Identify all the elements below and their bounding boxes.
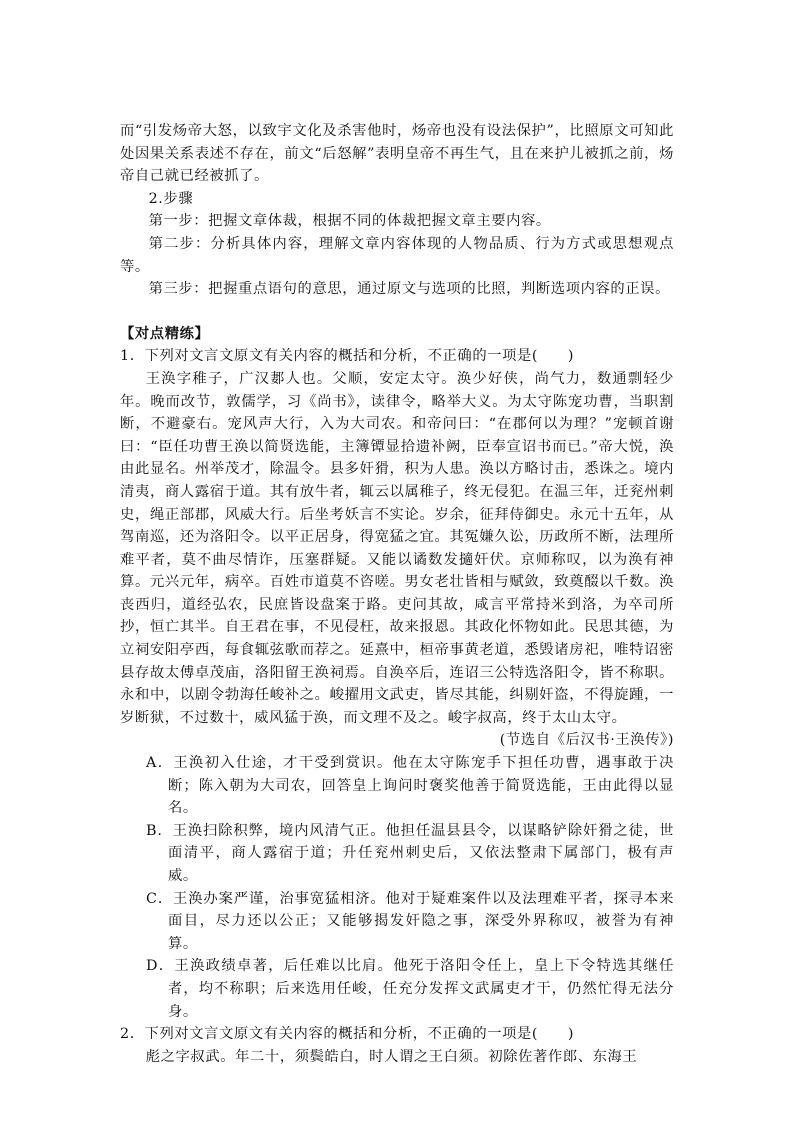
question-1-source: (节选自《后汉书·王涣传》) [499, 732, 674, 749]
section-title: 【对点精练】 [120, 325, 210, 342]
question-1-stem: 1．下列对文言文原文有关内容的概括和分析，不正确的一项是( ) [120, 348, 575, 365]
question-1-option-b: B．王涣扫除积弊，境内风清气正。他担任温县县令，以谋略铲除奸猾之徒，世面清平，商人露宿于道；升任兖州刺史后，又依法整肃下属部门，极有声威。 [146, 822, 674, 884]
step-2: 第二步：分析具体内容，理解文章内容体现的人物品质、行为方式或思想观点等。 [120, 235, 674, 275]
question-1-option-d: D．王涣政绩卓著，后任难以比肩。他死于洛阳令任上，皇上下令特选其继任者，均不称职；后来选用任峻，任充分发挥文武属吏才干，仍然忙得无法分身。 [146, 958, 674, 1020]
question-1-option-a: A．王涣初入仕途，才干受到赏识。他在太守陈宠手下担任功曹，遇事敢于决断；陈入朝为大司农，回答皇上询问时褒奖他善于简贤选能，王由此得以显名。 [146, 755, 674, 817]
document-content [120, 120, 674, 1068]
step-3: 第三步：把握重点语句的意思，通过原文与选项的比照，判断选项内容的正误。 [148, 281, 670, 298]
question-2-passage: 彪之字叔武。年二十，须鬓皓白，时人谓之王白须。初除佐著作郎、东海王 [145, 1048, 638, 1065]
step-1: 第一步：把握文章体裁，根据不同的体裁把握文章主要内容。 [148, 213, 551, 230]
question-1-passage: 王涣字稚子，广汉郪人也。父顺，安定太守。涣少好侠，尚气力，数通剽轻少年。晚而改节，敦儒学，习《尚书》，读律令，略举大义。为太守陈宠功曹，当职割断，不避豪右。宠风声大行，入为大司农。和帝问曰：“在郡何以为理？”宠顿首谢曰：“臣任功曹王涣以简贤选能，主簿镡显拾遗补阙，臣奉宣诏书而已。”帝大悦，涣由此显名。州举茂才，除温令。县多奸猾，积为人患。涣以方略讨击，悉诛之。境内清夷，商人露宿于道。其有放牛者，辄云以属稚子，终无侵犯。在温三年，迁兖州刺史，绳正部郡，风威大行。后坐考妖言不实论。岁余，征拜侍御史。永元十五年，从驾南巡，还为洛阳令。以平正居身，得宽猛之宜。其冤嫌久讼，历政所不断，法理所难平者，莫不曲尽情诈，压塞群疑。又能以谲数发擿奸伏。京师称叹，以为涣有神算。元兴元年，病卒。百姓市道莫不咨嗟。男女老壮皆相与赋敛，致奠醊以千数。涣丧西归，道经弘农，民庶皆设盘案于路。吏问其故，咸言平常持米到洛，为卒司所抄，恒亡其半。自王君在事，不见侵枉，故来报恩。其政化怀物如此。民思其德，为立祠安阳亭西，每食辄弦歌而荐之。延熹中，桓帝事黄老道，悉毁诸房祀，唯特诏密县存故太傅卓茂庙，洛阳留王涣祠焉。自涣卒后，连诏三公特选洛阳令，皆不称职。永和中，以剧令勃海任峻补之。峻擢用文武吏，皆尽其能，纠剔奸盗，不得旋踵，一岁断狱，不过数十，威风猛于涣，而文理不及之。峻字叔高，终于太山太守。 [120, 370, 674, 726]
intro-paragraph: 而“引发炀帝大怒，以致宇文化及杀害他时，炀帝也没有设法保护”，比照原文可知此处因果关系表述不存在，前文“后怒解”表明皇帝不再生气，且在来护儿被抓之前，炀帝自己就已经被抓了。 [120, 123, 674, 185]
question-2-stem: 2．下列对文言文原文有关内容的概括和分析，不正确的一项是( ) [120, 1026, 575, 1043]
question-1-option-c: C．王涣办案严谨，治事宽猛相济。他对于疑难案件以及法理难平者，探寻本来面目，尽力还以公正；又能够揭发奸隐之事，深受外界称叹，被誉为有神算。 [146, 890, 674, 952]
steps-heading: 2.步骤 [148, 190, 194, 207]
